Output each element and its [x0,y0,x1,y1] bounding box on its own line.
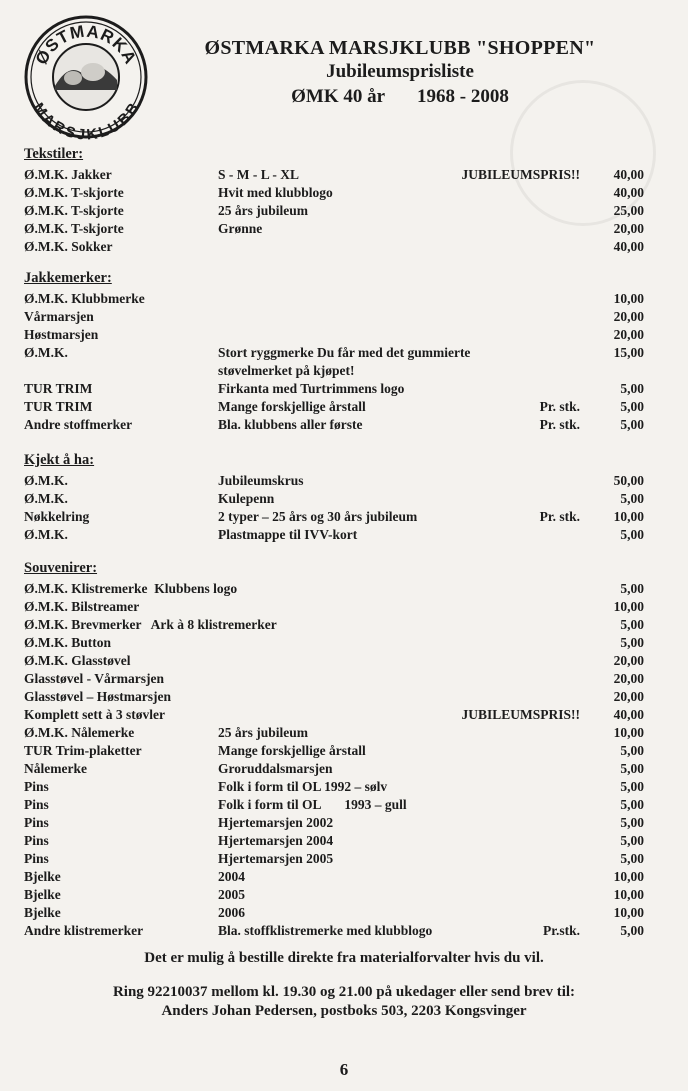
shop-title: ØSTMARKA MARSJKLUBB "SHOPPEN" [204,37,596,59]
item-price: 5,00 [620,527,644,542]
page-number: 6 [339,1060,349,1079]
item-price: 25,00 [613,203,644,218]
item-name: Ø.M.K. Sokker [24,239,113,254]
item-price: 40,00 [613,167,644,182]
table-row [24,290,644,308]
item-description: S - M - L - XL [218,167,299,182]
item-description: Hjertemarsjen 2004 [218,833,334,848]
item-note: Pr. stk. [539,417,580,432]
item-name: Ø.M.K. T-skjorte [24,221,124,236]
item-price: 40,00 [613,707,644,722]
table-row [24,580,644,598]
logo-seal-icon [21,14,151,140]
item-price: 50,00 [613,473,644,488]
table-row [24,166,644,184]
table-row [24,724,644,742]
item-price: 5,00 [620,815,644,830]
item-name: Vårmarsjen [24,309,94,324]
item-name: Ø.M.K. [24,491,68,506]
item-description: Grønne [218,221,263,236]
item-price: 10,00 [613,869,644,884]
item-name: Ø.M.K. Klubbmerke [24,291,145,306]
table-row [24,362,644,380]
table-row [24,202,644,220]
item-description: Plastmappe til IVV-kort [218,527,358,542]
table-row [24,398,644,416]
item-name: Pins [24,779,49,794]
table-row [24,220,644,238]
item-description: Folk i form til OL 1993 – gull [218,797,407,812]
item-price: 5,00 [620,797,644,812]
item-price: 20,00 [613,653,644,668]
item-price: 5,00 [620,851,644,866]
item-description: Hvit med klubblogo [218,185,333,200]
item-name: Ø.M.K. T-skjorte [24,203,124,218]
table-row [24,832,644,850]
order-info: Det er mulig å bestille direkte fra materialforvalter hvis du vil. [144,950,544,966]
item-description: Hjertemarsjen 2002 [218,815,334,830]
table-row [24,796,644,814]
item-name: Pins [24,851,49,866]
svg-text:MARSJKLUBB: MARSJKLUBB [29,99,143,140]
item-price: 5,00 [620,381,644,396]
item-name: Nøkkelring [24,509,90,524]
table-row [24,472,644,490]
item-description: 2006 [218,905,245,920]
club-logo [21,14,151,140]
item-description: 2004 [218,869,245,884]
item-description: 2005 [218,887,245,902]
item-description: 2 typer – 25 års og 30 års jubileum [218,509,418,524]
table-row [24,868,644,886]
table-row [24,416,644,434]
item-name: Bjelke [24,869,61,884]
section-souvenirer: Souvenirer: [24,560,98,576]
item-price: 10,00 [613,905,644,920]
anniversary-label: ØMK 40 år [291,86,386,107]
item-description: Folk i form til OL 1992 – sølv [218,779,388,794]
table-row [24,508,644,526]
item-name: Ø.M.K. [24,473,68,488]
item-name: TUR TRIM [24,381,93,396]
item-price: 5,00 [620,833,644,848]
table-row [24,850,644,868]
item-name: TUR Trim-plaketter [24,743,142,758]
item-price: 20,00 [613,327,644,342]
table-row [24,688,644,706]
item-note: JUBILEUMSPRIS!! [461,707,580,722]
contact-address: Anders Johan Pedersen, postboks 503, 2203 Kongsvinger [161,1003,527,1019]
table-row [24,670,644,688]
item-price: 5,00 [620,417,644,432]
table-row [24,634,644,652]
item-name: Ø.M.K. Brevmerker Ark à 8 klistremerker [24,617,277,632]
table-row [24,616,644,634]
item-name: Glasstøvel – Høstmarsjen [24,689,171,704]
section-tekstiler: Tekstiler: [24,146,84,162]
table-row [24,886,644,904]
item-note: JUBILEUMSPRIS!! [461,167,580,182]
item-name: Komplett sett à 3 støvler [24,707,165,722]
item-description: Hjertemarsjen 2005 [218,851,334,866]
item-name: Pins [24,797,49,812]
section-kjekt-a-ha: Kjekt å ha: [24,452,95,468]
item-price: 10,00 [613,887,644,902]
item-description: Bla. stoffklistremerke med klubblogo [218,923,433,938]
item-description: 25 års jubileum [218,725,309,740]
table-row [24,526,644,544]
item-description: Bla. klubbens aller første [218,417,363,432]
svg-text:ØSTMARKA: ØSTMARKA [31,21,141,68]
table-row [24,184,644,202]
table-row [24,490,644,508]
item-name: Høstmarsjen [24,327,99,342]
item-name: Pins [24,815,49,830]
table-row [24,760,644,778]
item-note: Pr.stk. [542,923,580,938]
item-price: 5,00 [620,779,644,794]
item-name: TUR TRIM [24,399,93,414]
item-description: Groruddalsmarsjen [218,761,333,776]
item-price: 40,00 [613,185,644,200]
item-price: 5,00 [620,491,644,506]
item-name: Andre klistremerker [24,923,144,938]
item-price: 5,00 [620,743,644,758]
table-row [24,814,644,832]
item-name: Ø.M.K. Bilstreamer [24,599,140,614]
table-row [24,904,644,922]
item-price: 5,00 [620,617,644,632]
item-price: 5,00 [620,635,644,650]
table-row [24,778,644,796]
item-name: Ø.M.K. [24,345,68,360]
anniversary-years: 1968 - 2008 [417,86,509,107]
item-price: 15,00 [613,345,644,360]
item-price: 20,00 [613,221,644,236]
item-name: Ø.M.K. Jakker [24,167,112,182]
contact-phone: Ring 92210037 mellom kl. 19.30 og 21.00 på ukedager eller send brev til: [112,984,576,1000]
item-name: Pins [24,833,49,848]
item-name: Bjelke [24,905,61,920]
table-row [24,742,644,760]
item-price: 10,00 [613,599,644,614]
item-description: støvelmerket på kjøpet! [218,363,355,378]
item-price: 20,00 [613,689,644,704]
item-price: 10,00 [613,509,644,524]
table-row [24,380,644,398]
section-jakkemerker: Jakkemerker: [24,270,112,286]
table-row [24,308,644,326]
anniversary-line [160,84,640,110]
item-description: Jubileumskrus [218,473,304,488]
item-description: Kulepenn [218,491,275,506]
table-row [24,326,644,344]
item-description: Mange forskjellige årstall [218,743,366,758]
table-row [24,706,644,724]
item-price: 10,00 [613,725,644,740]
item-note: Pr. stk. [539,399,580,414]
item-description: Stort ryggmerke Du får med det gummierte [218,345,471,360]
item-note: Pr. stk. [539,509,580,524]
item-price: 5,00 [620,923,644,938]
item-price: 5,00 [620,399,644,414]
item-name: Ø.M.K. Nålemerke [24,725,135,740]
table-row [24,922,644,940]
item-name: Ø.M.K. Glasstøvel [24,653,131,668]
item-name: Bjelke [24,887,61,902]
item-name: Andre stoffmerker [24,417,133,432]
item-name: Ø.M.K. [24,527,68,542]
item-name: Ø.M.K. T-skjorte [24,185,124,200]
table-row [24,652,644,670]
price-list-subtitle: Jubileumsprisliste [326,61,474,82]
item-price: 5,00 [620,761,644,776]
item-name: Nålemerke [24,761,87,776]
page-header [160,36,640,110]
item-name: Ø.M.K. Button [24,635,112,650]
item-price: 10,00 [613,291,644,306]
item-description: 25 års jubileum [218,203,309,218]
table-row [24,344,644,362]
item-price: 5,00 [620,581,644,596]
item-price: 20,00 [613,671,644,686]
item-price: 40,00 [613,239,644,254]
table-row [24,238,644,256]
item-name: Ø.M.K. Klistremerke Klubbens logo [24,581,238,596]
item-description: Mange forskjellige årstall [218,399,366,414]
table-row [24,598,644,616]
item-name: Glasstøvel - Vårmarsjen [24,671,164,686]
item-description: Firkanta med Turtrimmens logo [218,381,405,396]
item-price: 20,00 [613,309,644,324]
